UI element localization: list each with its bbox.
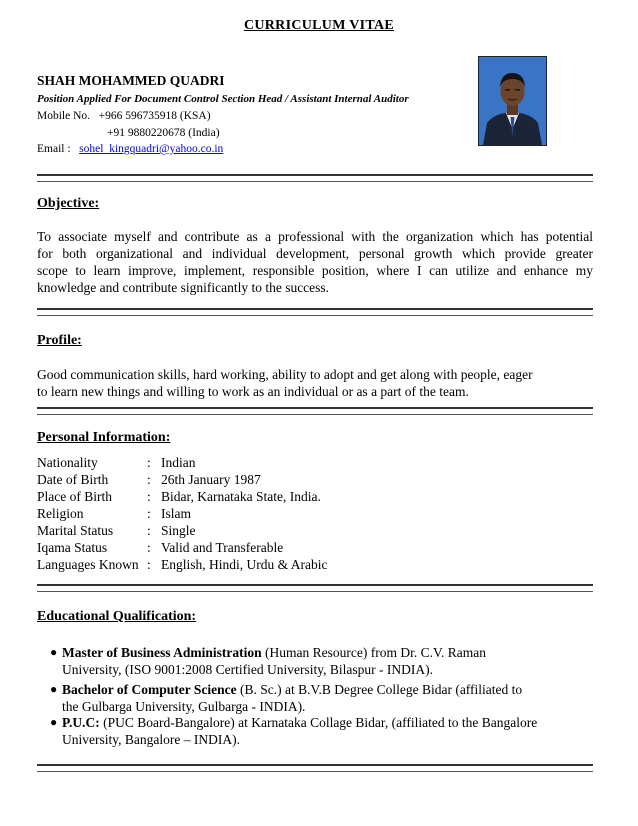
profile-photo [478,56,547,146]
email-label: Email : [37,143,71,155]
info-label: Place of Birth [37,489,112,504]
education-item [50,714,593,748]
info-value: Bidar, Karnataka State, India. [161,489,321,504]
info-label: Date of Birth [37,472,109,487]
degree-details-continued: the Gulbarga University, Gulbarga - INDIA). [62,699,306,714]
info-value: Single [161,523,196,538]
mobile-label: Mobile No. [37,110,91,122]
email-line [37,143,223,155]
objective-heading: Objective: [37,196,100,211]
bullet-icon: ● [50,715,58,729]
objective-line: scope to learn improve, implement, responsible position, where I can utilize and enhance my [37,263,593,278]
position-applied: Position Applied For Document Control Section Head / Assistant Internal Auditor [37,93,409,105]
mobile-number-india: +91 9880220678 (India) [107,127,220,139]
degree-details: (Human Resource) from Dr. C.V. Raman [261,645,486,660]
degree-details: (B. Sc.) at B.V.B Degree College Bidar (affiliated to [236,682,523,697]
info-value: English, Hindi, Urdu & Arabic [161,557,328,572]
info-value: Islam [161,506,191,521]
mobile-number-ksa: +966 596735918 (KSA) [98,110,211,122]
info-value: Indian [161,455,196,470]
document-title: CURRICULUM VITAE [243,18,395,33]
bullet-icon: ● [50,682,58,696]
section-divider [37,584,593,592]
info-label: Languages Known [37,557,139,572]
profile-line: to learn new things and willing to work as an individual or as a part of the team. [37,384,469,399]
degree-name: Master of Business Administration [62,645,262,660]
profile-heading: Profile: [37,333,82,348]
info-label: Marital Status [37,523,114,538]
profile-line: Good communication skills, hard working, ability to adopt and get along with people, eager [37,367,533,382]
info-value: 26th January 1987 [161,472,261,487]
section-divider [37,308,593,316]
education-item [50,681,593,715]
degree-details: (PUC Board-Bangalore) at Karnataka Collage Bidar, (affiliated to the Bangalore [99,715,538,730]
education-item [50,644,593,678]
candidate-name: SHAH MOHAMMED QUADRI [37,73,225,88]
objective-line: To associate myself and contribute as a professional with the organization which has potential [37,229,593,244]
degree-details-continued: University, Bangalore – INDIA). [62,732,240,747]
profile-text [37,366,577,400]
personal-info-heading: Personal Information: [37,430,171,445]
degree-details-continued: University, (ISO 9001:2008 Certified University, Bilaspur - INDIA). [62,662,433,677]
section-divider [37,174,593,182]
objective-line: knowledge and contribute significantly to the success. [37,280,330,295]
mobile-line-1 [37,110,211,122]
bullet-icon: ● [50,645,58,659]
objective-text [37,228,593,296]
person-portrait-icon [479,57,546,145]
info-label: Iqama Status [37,540,108,555]
degree-name: Bachelor of Computer Science [62,682,237,697]
objective-line: for both organizational and individual development, personal growth which provide greater [37,246,593,261]
info-value: Valid and Transferable [161,540,284,555]
email-link[interactable]: sohel_kingquadri@yahoo.co.in [79,143,224,155]
degree-name: P.U.C: [62,715,100,730]
section-divider [37,764,593,772]
info-label: Nationality [37,455,98,470]
mobile-line-2 [107,127,220,139]
section-divider [37,407,593,415]
education-heading: Educational Qualification: [37,609,197,624]
info-label: Religion [37,506,84,521]
